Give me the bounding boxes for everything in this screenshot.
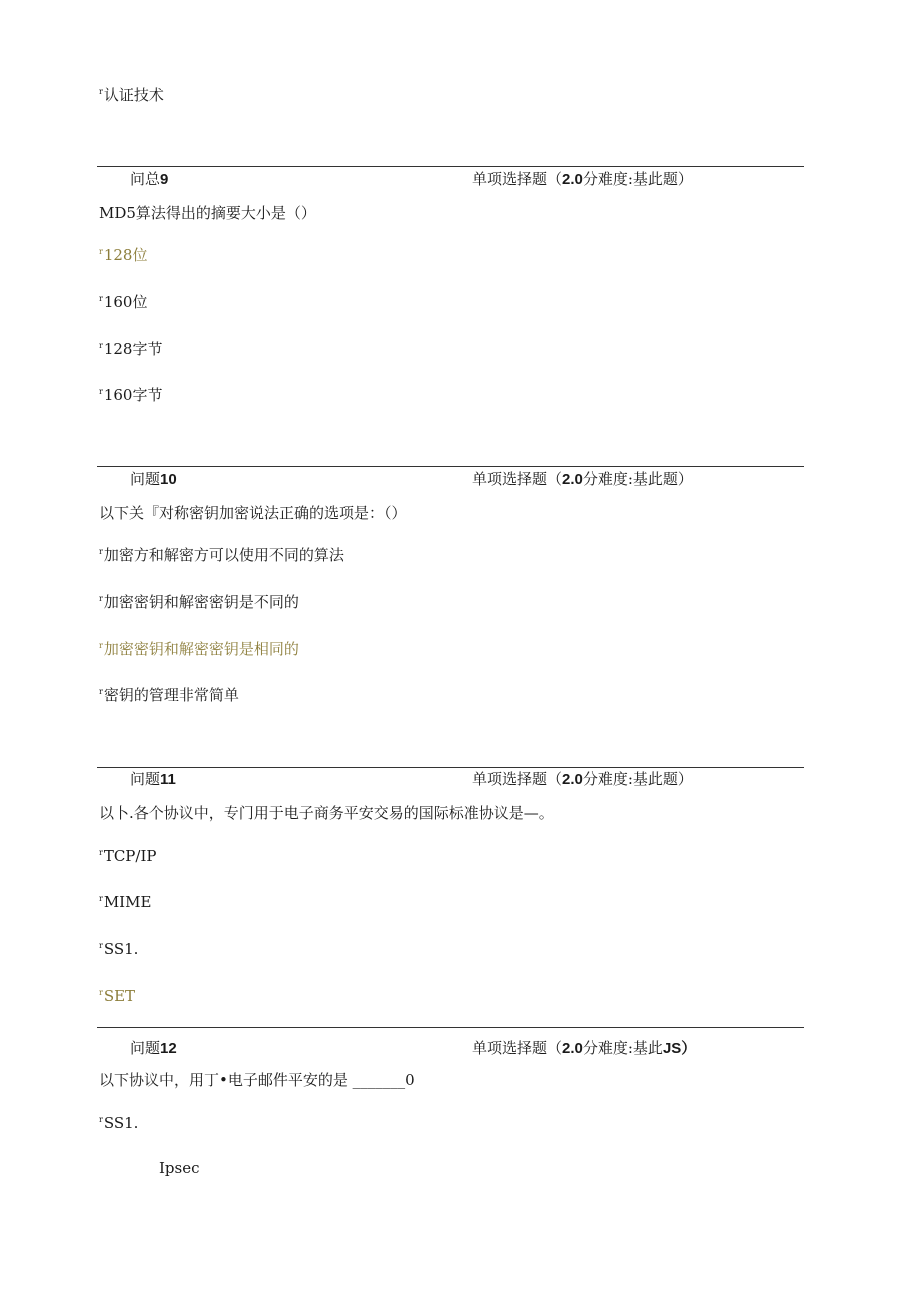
radio-marker[interactable]: r [99,87,103,96]
option-item[interactable] [99,289,147,312]
option-item[interactable] [99,1110,138,1133]
radio-marker[interactable]: r [99,247,103,256]
question-number: 问题12 [130,1039,177,1057]
question-number: 问总9 [130,170,169,188]
option-label: 加密密钥和解密密钥是相同的 [103,640,299,658]
radio-marker[interactable]: r [99,988,103,997]
option-label: Ipsec [159,1159,200,1177]
option-item[interactable] [99,889,151,912]
option-label: TCP/IP [103,847,157,865]
question-divider [97,166,804,167]
question-text: 以下协议中，用丁•电子邮件平安的是 _______0 [99,1071,415,1089]
option-label: 160字节 [103,386,163,404]
question-type: 单项选择题（2.0分难度:基此题） [472,770,693,788]
option-label: 认证技术 [103,86,164,104]
question-type: 单项选择题（2.0分难度:基此JS） [472,1039,697,1057]
radio-marker[interactable]: r [99,294,103,303]
option-item[interactable] [99,82,164,105]
option-item[interactable] [99,589,299,612]
question-text: MD5算法得出的摘要大小是（） [99,204,316,222]
option-item[interactable] [99,843,156,866]
option-item[interactable] [99,242,147,265]
radio-marker[interactable]: r [99,894,103,903]
option-item[interactable] [99,682,239,705]
radio-marker[interactable]: r [99,641,103,650]
radio-marker[interactable]: r [99,848,103,857]
option-label: 密钥的管理非常简单 [103,686,239,704]
option-item[interactable] [99,382,162,405]
option-item[interactable] [99,936,138,959]
radio-marker[interactable]: r [99,941,103,950]
option-label: 加密密钥和解密密钥是不同的 [103,593,299,611]
radio-marker[interactable]: r [99,594,103,603]
question-text: 以下关『对称密钥加密说法正确的选项是：（） [99,504,407,522]
option-item[interactable] [99,542,344,565]
question-type: 单项选择题（2.0分难度:基此题） [472,170,693,188]
radio-marker[interactable]: r [99,341,103,350]
radio-marker[interactable]: r [99,547,103,556]
option-label: 128位 [103,246,148,264]
radio-marker[interactable]: r [99,1115,103,1124]
option-label: SS1. [103,1114,139,1132]
option-label: MIME [103,893,152,911]
question-number: 问题10 [130,470,177,488]
question-number: 问题11 [130,770,176,788]
option-label: SS1. [103,940,139,958]
option-label: SET [103,987,136,1005]
question-divider [97,466,804,467]
option-item[interactable] [99,636,299,659]
question-divider [97,1027,804,1028]
radio-marker[interactable]: r [99,687,103,696]
option-item[interactable] [99,336,162,359]
question-divider [97,767,804,768]
option-label: 加密方和解密方可以使用不同的算法 [103,546,344,564]
question-text: 以卜.各个协议中，专门用于电子商务平安交易的国际标准协议是—。 [99,804,554,822]
option-label: 128字节 [103,340,163,358]
option-item[interactable] [99,983,135,1006]
option-label: 160位 [103,293,148,311]
option-item[interactable] [159,1158,200,1178]
question-type: 单项选择题（2.0分难度:基此题） [472,470,693,488]
radio-marker[interactable]: r [99,387,103,396]
